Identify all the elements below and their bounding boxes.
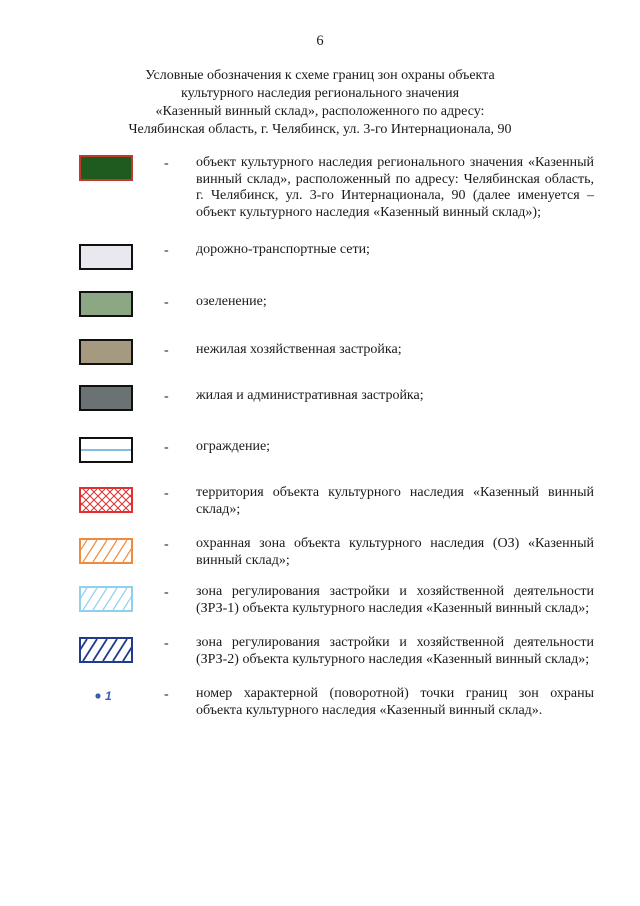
swatch-green: [79, 291, 133, 317]
legend-text: охранная зона объекта культурного наследия (ОЗ) «Казенный винный склад»;: [196, 536, 594, 568]
title-line: Челябинская область, г. Челябинск, ул. 3-го Интернационала, 90: [128, 122, 512, 137]
legend-text: номер характерной (поворотной) точки границ зон охраны объекта культурного наследия «Казенный винный склад».: [196, 686, 594, 718]
boundary-point-icon: [93, 688, 121, 702]
legend-dash: -: [164, 156, 169, 171]
legend-text: жилая и административная застройка;: [196, 388, 424, 403]
legend-dash: -: [164, 486, 169, 501]
legend-dash: -: [164, 687, 169, 702]
legend-text: объект культурного наследия регионального значения «Казенный винный склад», расположенный по адресу: Челябинская область, г. Челябинск, ул. 3-го Интернационала, 90 (далее именуется – объект культурного наследия «Казенный винный склад»);: [196, 155, 594, 220]
title-line: «Казенный винный склад», расположенного по адресу:: [155, 104, 485, 119]
title-line: культурного наследия регионального значения: [180, 86, 460, 101]
page-number: 6: [316, 33, 324, 49]
legend-text: нежилая хозяйственная застройка;: [196, 342, 402, 357]
title-line: Условные обозначения к схеме границ зон охраны объекта: [145, 68, 495, 83]
legend-dash: -: [164, 343, 169, 358]
legend-text: озеленение;: [196, 294, 267, 309]
legend-dash: -: [164, 243, 169, 258]
legend-dash: -: [164, 440, 169, 455]
swatch-dark-gray: [79, 385, 133, 411]
legend-text: территория объекта культурного наследия «Казенный винный склад»;: [196, 485, 594, 517]
legend-dash: -: [164, 585, 169, 600]
legend-text: дорожно-транспортные сети;: [196, 242, 370, 257]
swatch-orange-hatch: [79, 538, 133, 564]
legend-dash: -: [164, 389, 169, 404]
swatch-light-blue-hatch: [79, 586, 133, 612]
legend-text: ограждение;: [196, 439, 271, 454]
swatch-brown: [79, 339, 133, 365]
document-title: [100, 67, 540, 139]
swatch-dark-blue-hatch: [79, 637, 133, 663]
legend-dash: -: [164, 295, 169, 310]
boundary-point-label: 1: [105, 689, 112, 702]
swatch-light-gray: [79, 244, 133, 270]
legend-dash: -: [164, 636, 169, 651]
legend-dash: -: [164, 537, 169, 552]
swatch-fence: [79, 437, 133, 463]
swatch-dark-green: [79, 155, 133, 181]
legend-text: зона регулирования застройки и хозяйственной деятельности (ЗРЗ-1) объекта культурного наследия «Казенный винный склад»;: [196, 584, 594, 616]
swatch-cross-hatch: [79, 487, 133, 513]
legend-text: зона регулирования застройки и хозяйственной деятельности (ЗРЗ-2) объекта культурного наследия «Казенный винный склад»;: [196, 635, 594, 667]
